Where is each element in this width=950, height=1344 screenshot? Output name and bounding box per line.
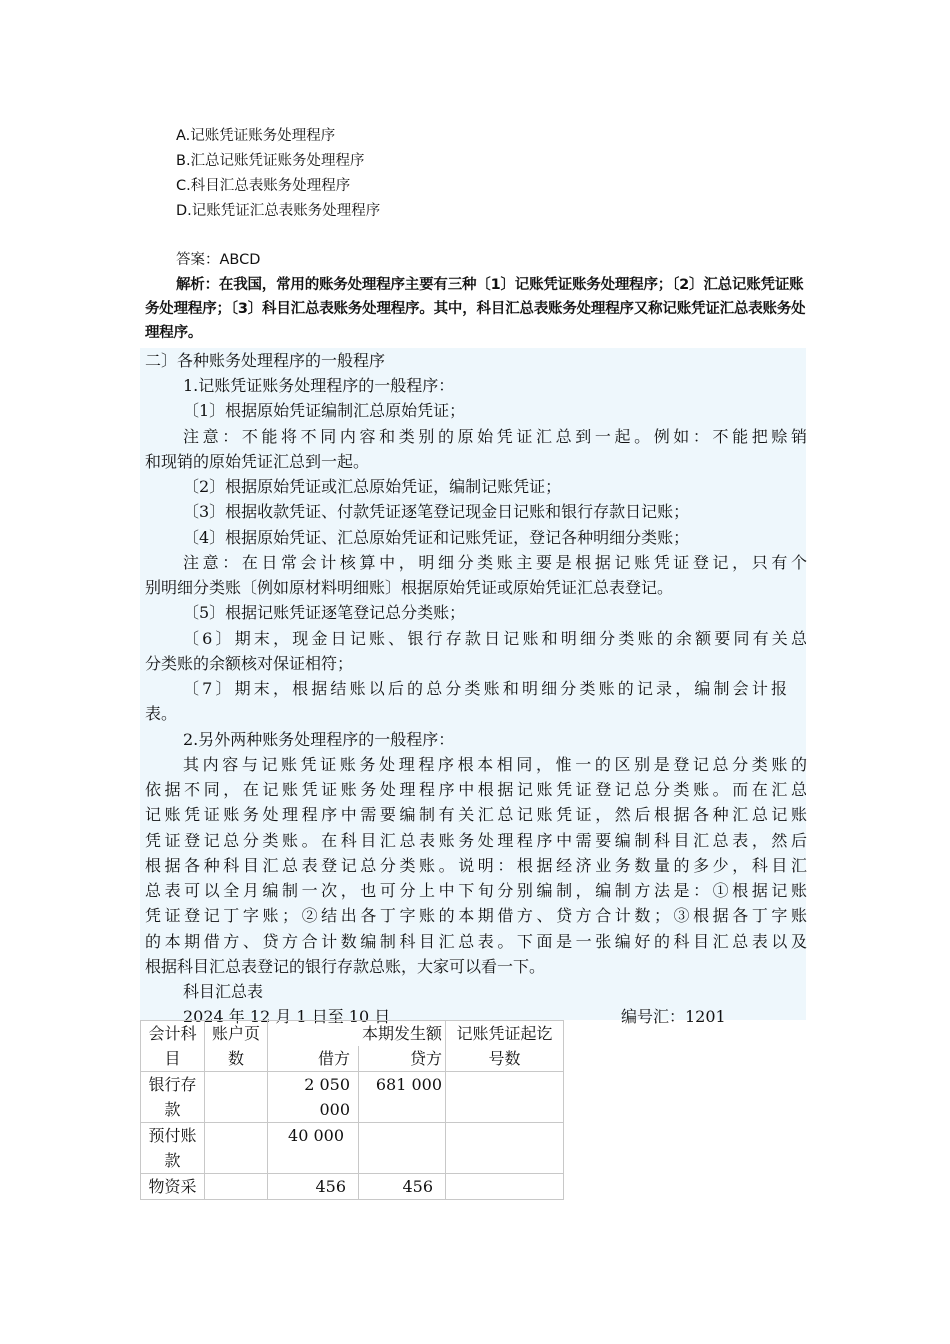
table-date-range: 2024 年 12 月 1 日至 10 日 [183,1007,391,1026]
option-b: B.汇总记账凭证账务处理程序 [176,153,365,169]
cell-voucher [446,1174,564,1200]
cell-debit: 2 050 000 [268,1072,359,1123]
header-amount: 本期发生额 [268,1021,446,1047]
subheading-1: 1.记账凭证账务处理程序的一般程序： [183,376,455,395]
subheading-2: 2.另外两种账务处理程序的一般程序： [183,730,455,749]
section-heading: 二〕各种账务处理程序的一般程序 [145,351,386,370]
option-d: D.记账凭证汇总表账务处理程序 [176,203,381,219]
option-c: C.科目汇总表账务处理程序 [176,178,351,194]
cell-page [205,1123,268,1174]
cell-subject: 预付账款 [141,1123,205,1174]
table-header-row [141,1021,564,1047]
question-block [145,124,810,345]
header-credit: 贷方 [359,1046,446,1072]
table-row [141,1123,564,1174]
table-title: 科目汇总表 [183,982,264,1001]
cell-voucher [446,1072,564,1123]
cell-subject: 物资采 [141,1174,205,1200]
header-voucher: 记账凭证起讫号数 [446,1021,564,1072]
step-7-line-1: 〔7〕期末，根据结账以后的总分类账和明细分类账的记录，编制会计报 [183,679,787,698]
cell-debit: 40 000 [268,1123,359,1174]
step-3: 〔3〕根据收款凭证、付款凭证逐笔登记现金日记账和银行存款日记账； [183,502,690,521]
paragraph-line-4: 凭证登记总分类账。在科目汇总表账务处理程序中需要编制科目汇总表，然后 [145,831,807,850]
paragraph-line-5: 根据各种科目汇总表登记总分类账。说明：根据经济业务数量的多少，科目汇 [145,856,807,875]
option-a: A.记账凭证账务处理程序 [176,128,336,144]
paragraph-line-2: 依据不同，在记账凭证账务处理程序中根据记账凭证登记总分类账。而在汇总 [145,780,807,799]
step-2: 〔2〕根据原始凭证或汇总原始凭证，编制记账凭证； [183,477,562,496]
step-4: 〔4〕根据原始凭证、汇总原始凭证和记账凭证，登记各种明细分类账； [183,528,690,547]
step-6-line-1: 〔6〕期末，现金日记账、银行存款日记账和明细分类账的余额要同有关总 [183,629,807,648]
step-7-line-2: 表。 [145,704,178,723]
step-6-line-2: 分类账的余额核对保证相符； [145,654,354,673]
table-row [141,1072,564,1123]
note-1-line-2: 和现销的原始凭证汇总到一起。 [145,452,370,471]
cell-voucher [446,1123,564,1174]
account-summary-table [140,1020,564,1200]
cell-page [205,1072,268,1123]
header-debit: 借方 [268,1046,359,1072]
cell-credit: 456 [359,1174,446,1200]
table-row [141,1174,564,1200]
paragraph-line-8: 的本期借方、贷方合计数编制科目汇总表。下面是一张编好的科目汇总表以及 [145,932,807,951]
table-serial-number: 编号汇：1201 [621,1007,726,1026]
step-5: 〔5〕根据记账凭证逐笔登记总分类账； [183,603,466,622]
cell-debit: 456 [268,1174,359,1200]
procedure-section [140,348,807,1026]
cell-subject: 银行存款 [141,1072,205,1123]
analysis-paragraph: 解析：在我国，常用的账务处理程序主要有三种〔1〕记账凭证账务处理程序；〔2〕汇总记账凭证账务处理程序；〔3〕科目汇总表账务处理程序。其中，科目汇总表账务处理程序又称记账凭证汇总表账务处理程序。 [145,277,806,341]
paragraph-line-6: 总表可以全月编制一次，也可分上中下旬分别编制，编制方法是：①根据记账 [145,881,807,900]
header-page: 账户页数 [205,1021,268,1072]
paragraph-line-1: 其内容与记账凭证账务处理程序根本相同，惟一的区别是登记总分类账的 [183,755,807,774]
paragraph-line-3: 记账凭证账务处理程序中需要编制有关汇总记账凭证，然后根据各种汇总记账 [145,805,807,824]
paragraph-line-7: 凭证登记丁字账；②结出各丁字账的本期借方、贷方合计数；③根据各丁字账 [145,906,807,925]
cell-credit [359,1123,446,1174]
answer-text: 答案：ABCD [176,252,261,268]
cell-page [205,1174,268,1200]
step-1: 〔1〕根据原始凭证编制汇总原始凭证； [183,401,466,420]
cell-credit: 681 000 [359,1072,446,1123]
header-subject: 会计科目 [141,1021,205,1072]
paragraph-line-9: 根据科目汇总表登记的银行存款总账，大家可以看一下。 [145,957,546,976]
note-1-line-1: 注意：不能将不同内容和类别的原始凭证汇总到一起。例如：不能把赊销 [183,427,807,446]
note-2-line-1: 注意：在日常会计核算中，明细分类账主要是根据记账凭证登记，只有个 [183,553,807,572]
note-2-line-2: 别明细分类账〔例如原材料明细账〕根据原始凭证或原始凭证汇总表登记。 [145,578,674,597]
